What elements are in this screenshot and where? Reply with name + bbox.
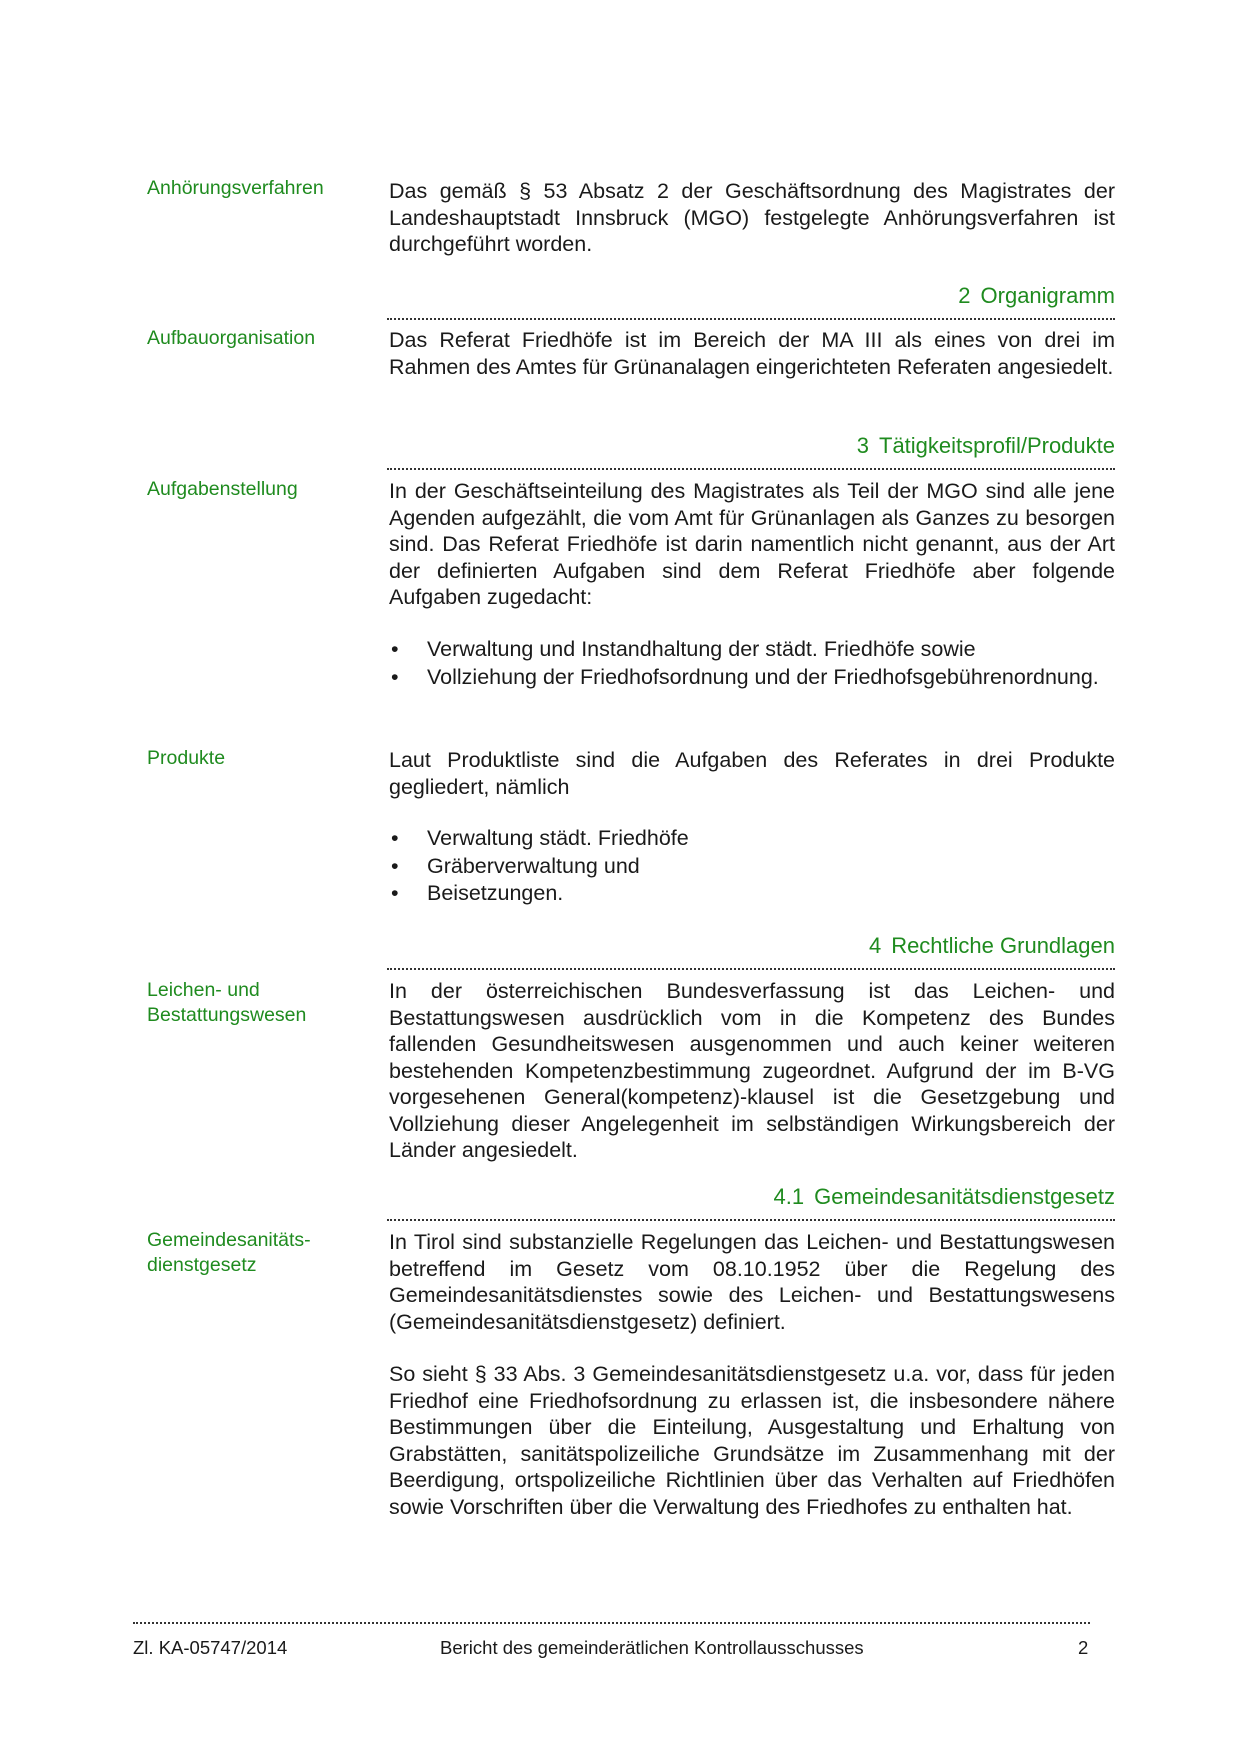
side-label-produkte: Produkte: [147, 747, 226, 769]
footer-divider: [133, 1622, 1090, 1624]
paragraph-aufgabenstellung: In der Geschäftseinteilung des Magistrates als Teil der MGO sind alle jene Agenden aufgezählt, die vom Amt für Grünanlagen als Ganzes zu besorgen sind. Das Referat Friedhöfe ist darin namentlich nicht genannt, aus der Art der definierten Aufgaben sind dem Referat Friedhöfe aber folgende Aufgaben zugedacht:: [389, 479, 1115, 609]
heading-title: Rechtliche Grundlagen: [891, 933, 1115, 958]
heading-title: Tätigkeitsprofil/Produkte: [879, 433, 1115, 458]
bullet-icon: •: [391, 881, 399, 905]
footer-page-number: 2: [1078, 1637, 1089, 1658]
paragraph-produkte: Laut Produktliste sind die Aufgaben des Referates in drei Produkte gegliedert, nämlich: [389, 748, 1115, 799]
heading-title: Organigramm: [980, 283, 1115, 308]
heading-gemeindesanitaetsdienstgesetz: [387, 1183, 1115, 1221]
heading-taetigkeitsprofil: [387, 432, 1115, 470]
side-label-aufgabenstellung: Aufgabenstellung: [147, 478, 298, 500]
heading-organigramm: [387, 282, 1115, 320]
list-item: • Vollziehung der Friedhofsordnung und der Friedhofsgebührenordnung.: [389, 664, 1115, 692]
paragraph-rechtliche-grundlagen: In der österreichischen Bundesverfassung ist das Leichen- und Bestattungswesen ausdrücklich vom in die Kompetenz des Bundes fallenden Gesundheitswesen ausgenommen und auch keiner weiteren bestehenden Kompetenzbestimmung zugeordnet. Aufgrund der im B-VG vorgesehenen General(kompetenz)-klausel ist die Gesetzgebung und Vollziehung dieser Angelegenheit im selbständigen Wirkungsbereich der Länder angesiedelt.: [389, 979, 1115, 1162]
bullet-icon: •: [391, 664, 399, 689]
side-label-aufbauorganisation: Aufbauorganisation: [147, 327, 316, 349]
bullet-icon: •: [391, 853, 399, 878]
heading-number: 4.1: [773, 1184, 805, 1209]
paragraph-gemeindesanitaetsdienstgesetz-2: So sieht § 33 Abs. 3 Gemeindesanitätsdienstgesetz u.a. vor, dass für jeden Friedhof eine Friedhofsordnung zu erlassen ist, die insbesondere nähere Bestimmungen über die Einteilung, Ausgestaltung und Erhaltung von Grabstätten, sanitätspolizeiliche Grundsätze im Zusammenhang mit der Beerdigung, ortspolizeiliche Richtlinien über das Verhalten auf Friedhöfen sowie Vorschriften über die Verwaltung des Friedhofes zu enthalten hat.: [389, 1362, 1115, 1519]
side-label-anhoerungsverfahren: Anhörungsverfahren: [147, 177, 324, 199]
heading-number: 2: [958, 283, 971, 308]
bullet-icon: •: [391, 637, 399, 661]
side-label-leichen-bestattungswesen: Leichen- und Bestattungswesen: [147, 979, 307, 1026]
bullet-list-produkte: [389, 825, 1115, 908]
side-label-gemeindesanitaetsdienstgesetz: Gemeindesanitäts- dienstgesetz: [147, 1229, 311, 1276]
heading-number: 4: [868, 933, 882, 958]
footer-title: Bericht des gemeinderätlichen Kontrollausschusses: [440, 1637, 864, 1658]
list-item: • Verwaltung städt. Friedhöfe: [389, 825, 1115, 853]
heading-number: 3: [856, 433, 869, 458]
heading-rechtliche-grundlagen: [387, 932, 1115, 970]
footer-reference: Zl. KA-05747/2014: [133, 1637, 288, 1658]
paragraph-gemeindesanitaetsdienstgesetz-1: In Tirol sind substanzielle Regelungen das Leichen- und Bestattungswesen betreffend im Gesetz vom 08.10.1952 über die Regelung des Gemeindesanitätsdienstes sowie des Leichen- und Bestattungswesens (Gemeindesanitätsdienstgesetz) definiert.: [389, 1230, 1115, 1334]
paragraph-anhoerungsverfahren: Das gemäß § 53 Absatz 2 der Geschäftsordnung des Magistrates der Landeshauptstadt Innsbruck (MGO) festgelegte Anhörungsverfahren ist durchgeführt worden.: [389, 179, 1115, 256]
bullet-icon: •: [391, 826, 399, 850]
list-item: • Gräberverwaltung und: [389, 853, 1115, 881]
bullet-list-aufgaben: [389, 636, 1115, 691]
heading-title: Gemeindesanitätsdienstgesetz: [814, 1184, 1115, 1209]
paragraph-aufbauorganisation: Das Referat Friedhöfe ist im Bereich der MA III als eines von drei im Rahmen des Amtes für Grünanalagen eingerichteten Referaten angesiedelt.: [389, 328, 1115, 379]
list-item: • Verwaltung und Instandhaltung der städt. Friedhöfe sowie: [389, 636, 1115, 664]
list-item: • Beisetzungen.: [389, 880, 1115, 908]
